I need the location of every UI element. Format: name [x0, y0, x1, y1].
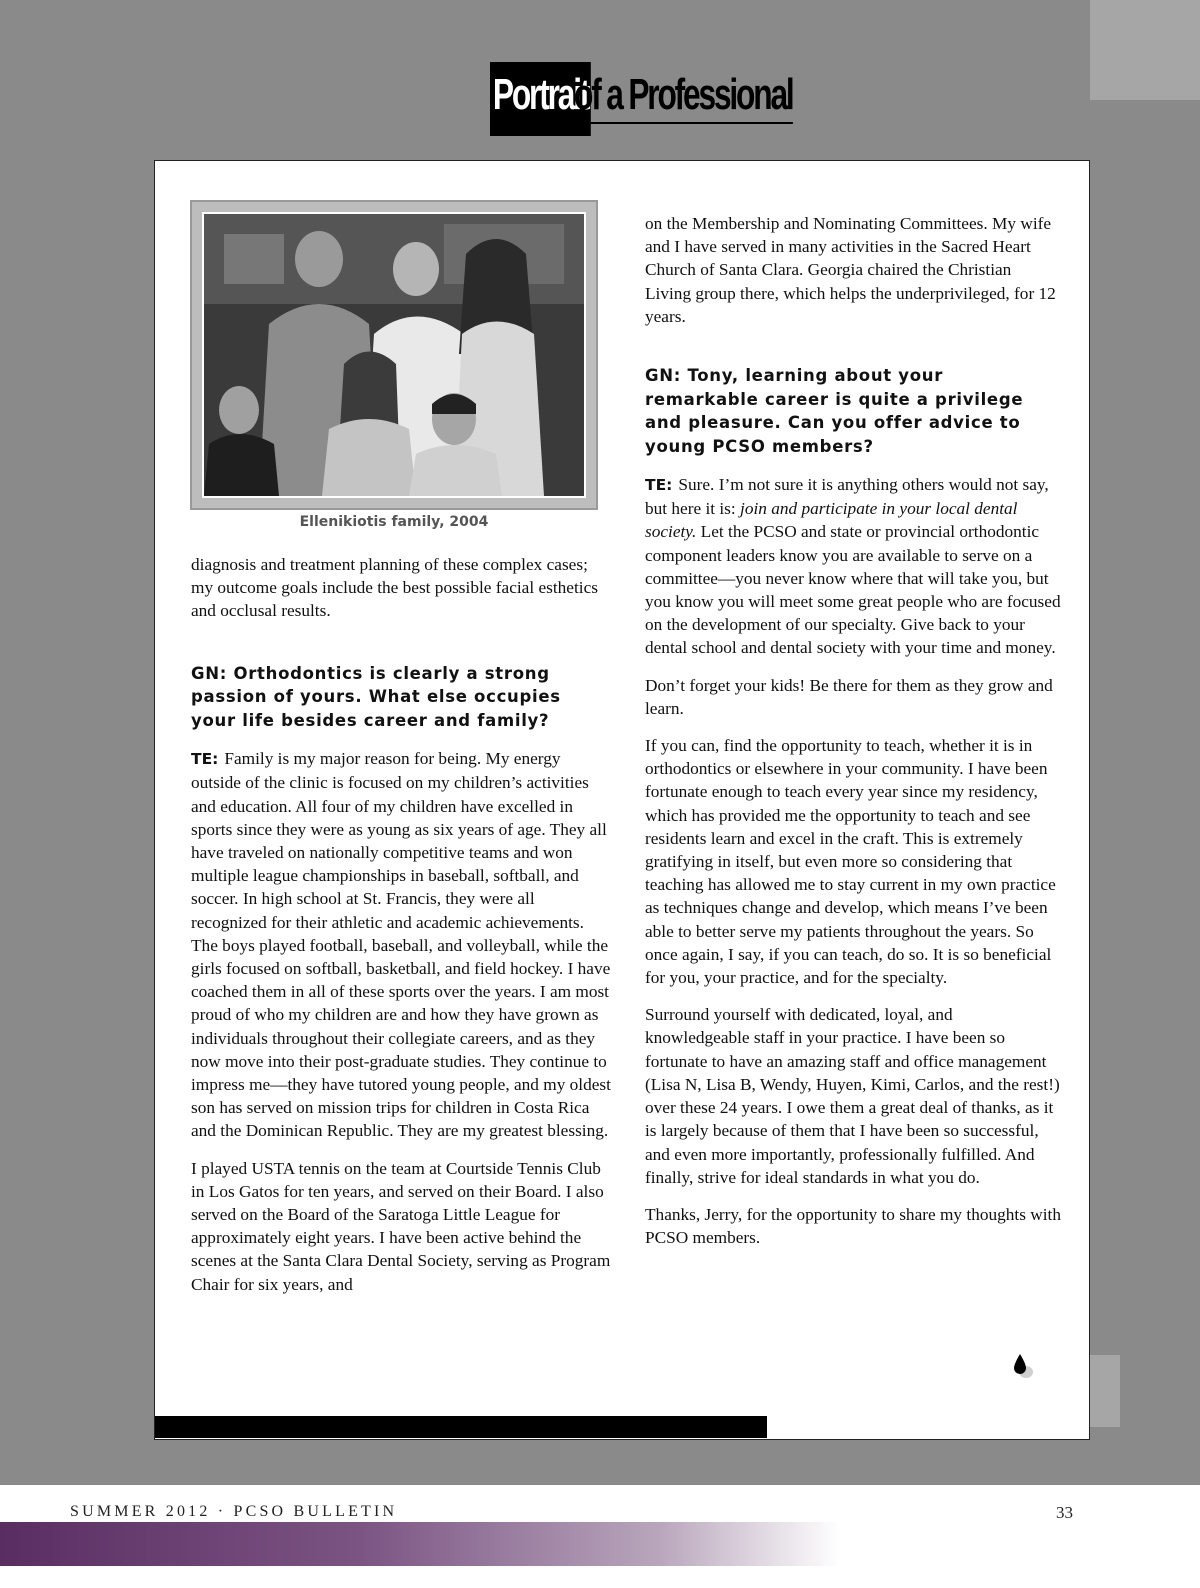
right-paragraph-5: Surround yourself with dedicated, loyal, and knowledgeable staff in your practice. I have been so fortunate to have an amazing staff and office management (Lisa N, Lisa B, Wendy, Huyen, Kimi, Carlos, and the rest!) over these 24 years. I owe them a great deal of thanks, as it is largely because of them that I have been so successful, and even more importantly, professionally fulfilled. And finally, strive for ideal standards in what you do.	[645, 1005, 1060, 1187]
right-paragraph-4: If you can, find the opportunity to teach, whether it is in orthodontics or elsewhere in your community. I have been fortunate enough to teach every year since my residency, which has provided me the opportunity to teach and see residents learn and excel in the craft. This is extremely gratifying in itself, but even more so considering that teaching has allowed me to stay current in my own practice as techniques change and develop, which means I’ve been able to better serve my patients throughout the years. So once again, I say, if you can teach, do so. It is so beneficial for you, your practice, and for the specialty.	[645, 736, 1056, 988]
left-paragraph-3: I played USTA tennis on the team at Courtside Tennis Club in Los Gatos for ten years, and served on their Board. I also served on the Board of the Saratoga Little League for approximately eight years. I have been active behind the scenes at the Santa Clara Dental Society, serving as Program Chair for six years, and	[191, 1158, 611, 1294]
right-paragraph-3: Don’t forget your kids! Be there for them as they grow and learn.	[645, 675, 1053, 718]
te-label: TE:	[191, 750, 219, 769]
footer-gradient-bar	[0, 1522, 1200, 1566]
corner-tab	[1090, 0, 1200, 100]
photo-caption: Ellenikiotis family, 2004	[299, 514, 489, 530]
left-column	[191, 553, 611, 1296]
question-1: GN: Orthodontics is clearly a strong passion of yours. What else occupies your life besides career and family?	[191, 663, 561, 730]
te-label: TE:	[645, 476, 673, 495]
black-bar	[155, 1416, 767, 1438]
header-highlight: Portrait	[490, 62, 591, 136]
answer-text-b: Let the PCSO and state or provincial orthodontic component leaders know you are available to serve on a committee—you never know where that will take you, but you know you will meet some great people who are focused on the development of our specialty. Give back to your dental school and dental society with your time and money.	[645, 522, 1061, 658]
answer-text-a: Sure. I’m not sure it is anything others would not say, but here it is:	[645, 475, 1049, 519]
side-tab	[1090, 1355, 1120, 1427]
right-paragraph-1: on the Membership and Nominating Committees. My wife and I have served in many activities in the Sacred Heart Church of Santa Clara. Georgia chaired the Christian Living group there, which helps the underprivileged, for 12 years.	[645, 214, 1056, 326]
answer-paragraph-2	[645, 473, 1061, 660]
answer-paragraph-1	[191, 747, 611, 1142]
footer-publication: SUMMER 2012 · PCSO BULLETIN	[70, 1503, 398, 1520]
page-number: 33	[1056, 1503, 1073, 1522]
answer-text: Family is my major reason for being. My energy outside of the clinic is focused on my children’s activities and education. All four of my children have excelled in sports since they were as young as six years of age. They all have traveled on nationally competitive teams and won multiple league championships in baseball, softball, and soccer. In high school at St. Francis, they were all recognized for their athletic and academic achievements. The boys played football, baseball, and volleyball, while the girls focused on softball, basketball, and field hockey. I have coached them in all of these sports over the years. I am most proud of who my children are and how they have grown as individuals throughout their collegiate careers, and as they now move into their post-graduate studies. They continue to impress me—they have tutored young people, and my oldest son has served on mission trips for children in Costa Rica and the Dominican Republic. They are my greatest blessing.	[191, 749, 611, 1141]
question-2: GN: Tony, learning about your remarkable career is quite a privilege and pleasure. Can you offer advice to young PCSO members?	[645, 366, 1024, 456]
section-header	[490, 62, 878, 136]
header-title: of a Professional	[574, 62, 793, 124]
end-mark-drop-icon	[1010, 1352, 1034, 1380]
right-paragraph-6: Thanks, Jerry, for the opportunity to share my thoughts with PCSO members.	[645, 1204, 1061, 1248]
family-photo	[202, 212, 586, 498]
answer-text-emphasis: join and participate in your local dental society.	[645, 499, 1018, 542]
right-column	[645, 212, 1061, 1249]
photo-frame	[190, 200, 598, 510]
left-paragraph-1: diagnosis and treatment planning of these complex cases; my outcome goals include the best possible facial esthetics and occlusal results.	[191, 555, 598, 621]
